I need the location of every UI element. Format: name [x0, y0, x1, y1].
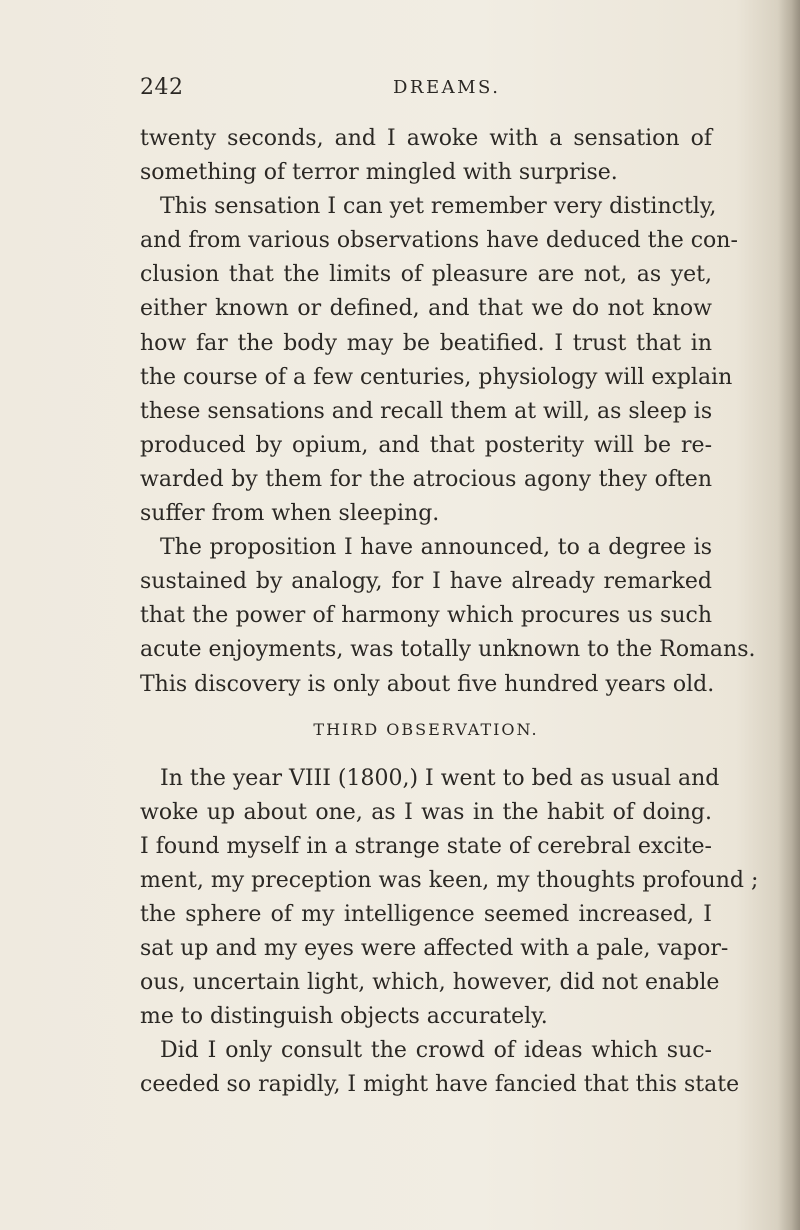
running-head: DREAMS.: [393, 77, 501, 98]
text-line: the sphere of my intelligence seemed increased, I: [140, 901, 712, 927]
text-line: The proposition I have announced, to a degree is: [160, 535, 712, 561]
text-line: sustained by analogy, for I have already remarked: [140, 569, 712, 595]
text-line: clusion that the limits of pleasure are not, as yet,: [140, 262, 712, 288]
text-line: how far the body may be beatified. I trust that in: [140, 330, 712, 356]
page-header: [140, 75, 740, 105]
text-line: something of terror mingled with surprise.: [140, 160, 618, 186]
text-line: and from various observations have deduced the con-: [140, 228, 738, 254]
text-line: Did I only consult the crowd of ideas which suc-: [160, 1038, 712, 1064]
text-line: sat up and my eyes were affected with a pale, vapor-: [140, 936, 729, 962]
text-line: This discovery is only about five hundred years old.: [140, 671, 715, 697]
body-text: [140, 122, 759, 1103]
text-line: woke up about one, as I was in the habit of doing.: [140, 799, 712, 825]
text-line: I found myself in a strange state of cerebral excite-: [140, 833, 712, 859]
text-line: produced by opium, and that posterity will be re-: [140, 432, 712, 458]
text-line: me to distinguish objects accurately.: [140, 1004, 548, 1030]
text-line: This sensation I can yet remember very distinctly,: [160, 194, 717, 220]
text-after-heading: [140, 762, 759, 1103]
section-heading: THIRD OBSERVATION.: [313, 719, 539, 739]
text-line: warded by them for the atrocious agony they often: [140, 466, 712, 492]
page-edge-shadow: [778, 0, 800, 1230]
text-line: these sensations and recall them at will, as sleep is: [140, 398, 713, 424]
text-line: ment, my preception was keen, my thoughts profound ;: [140, 867, 759, 893]
text-line: acute enjoyments, was totally unknown to the Romans.: [140, 637, 756, 663]
text-line: twenty seconds, and I awoke with a sensation of: [140, 126, 712, 151]
text-line: the course of a few centuries, physiology will explain: [140, 364, 733, 390]
text-line: suffer from when sleeping.: [140, 501, 440, 527]
text-before-heading: [140, 122, 756, 702]
page-number: 242: [140, 75, 184, 100]
text-line: either known or defined, and that we do not know: [140, 296, 712, 322]
text-line: In the year VIII (1800,) I went to bed as usual and: [160, 765, 720, 791]
text-line: ceeded so rapidly, I might have fancied that this state: [140, 1072, 740, 1098]
text-line: that the power of harmony which procures us such: [140, 603, 712, 629]
text-line: ous, uncertain light, which, however, did not enable: [140, 970, 720, 996]
